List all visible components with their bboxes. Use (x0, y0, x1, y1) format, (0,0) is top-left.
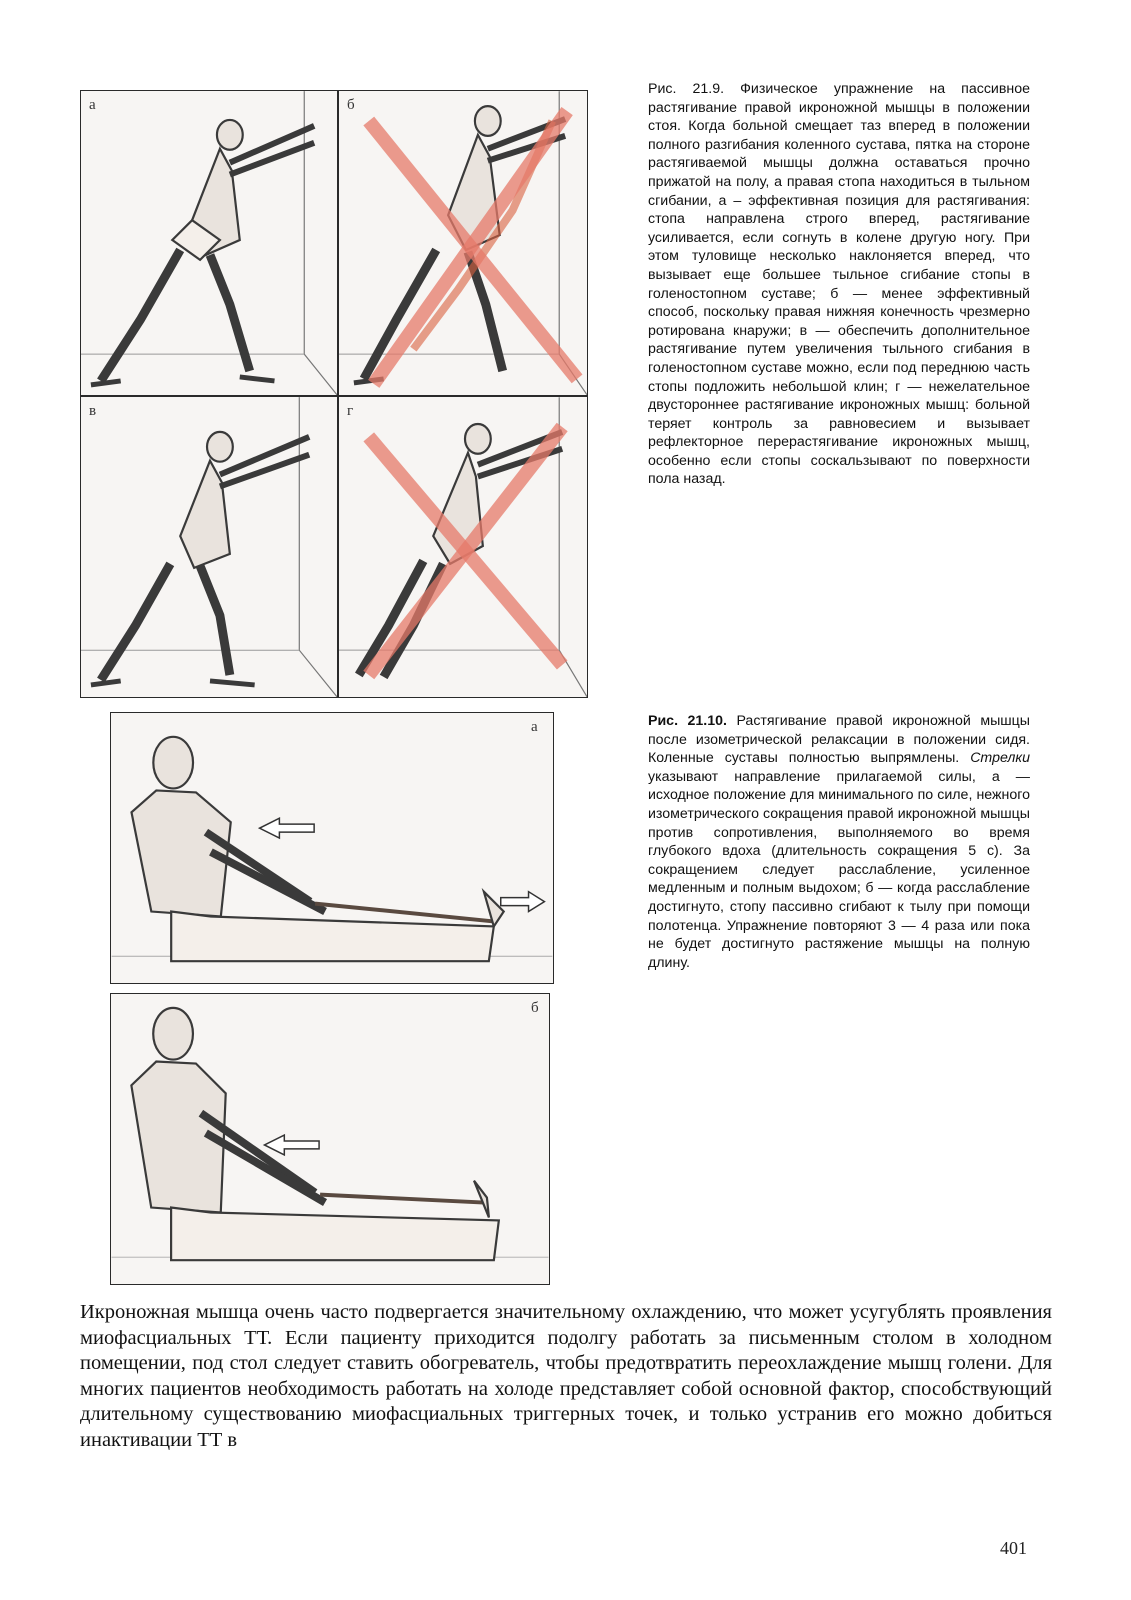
standing-stretch-illustration (81, 91, 337, 395)
body-paragraph: Икроножная мышца очень часто подвергается значительному охлаждению, что может усугублять проявления миофасциальных ТТ. Если пациенту приходится подолгу работать за письменным столом в холодном помещении, под стол следует ставить обогреватель, чтобы предотвратить переохлаждение мышц голени. Для многих пациентов необходимость работать на холоде представляет собой основной фактор, способствующий длительному существованию миофасциальных триггерных точек, и только устранив его можно добиться инактивации ТТ в (80, 1301, 1052, 1451)
arrow-icon (111, 713, 553, 983)
figure-21-10-panel-a (110, 712, 554, 984)
figure-21-9-caption: Рис. 21.9. Физическое упражнение на пассивное растягивание правой икроножной мышцы в положении стоя. Когда больной смещает таз вперед в положении полного разгибания коленного сустава, пятка на стороне растягиваемой мышцы должна оставаться прочно прижатой на полу, а правая стопа находиться в тыльном сгибании, а – эффективная позиция для растягивания: стопа направлена строго вперед, растягивание усиливается, если согнуть в колене другую ногу. При этом туловище несколько наклоняется вперед, что вызывает еще большее тыльное сгибание стопы в голеностопном суставе; б — менее эффективный способ, поскольку правая нижняя конечность чрезмерно ротирована кнаружи; в — обеспечить дополнительное растягивание путем увеличения тыльного сгибания в голеностопном суставе можно, если под переднюю часть стопы подложить небольшой клин; г — нежелательное двустороннее растягивание икроножных мышц: больной теряет контроль за равновесием и вызывает рефлекторное перерастягивание икроножных мышц, особенно если стопы соскальзывают по поверхности пола назад. (648, 81, 1030, 488)
caption-label: Рис. 21.10. (648, 713, 727, 729)
panel-letter-b: б (531, 1000, 539, 1016)
page-number: 401 (1000, 1538, 1027, 1558)
figure-21-9-panel-a (80, 90, 338, 396)
figure-21-10-caption (648, 712, 1030, 972)
figure-21-9-panel-g (338, 396, 588, 698)
standing-stretch-illustration (81, 397, 337, 697)
panel-letter-v: в (89, 403, 97, 419)
panel-letter-a: а (89, 97, 96, 113)
caption-text: указывают направление прилагаемой силы, а — исходное положение для минимального по силе, нежного изометрического сокращения правой икроножной мышцы против сопротивления, выполняемого во время глубокого вдоха (длительность сокращения 5 с). За сокращением следует расслабление, усиленное медленным и полным выдохом; б — когда расслабление достигнуто, стопу пассивно сгибают к тылу при помощи полотенца. Упражнение повторяют 3 — 4 раза или пока не будет достигнуто растяжение мышцы на полную длину. (648, 768, 1030, 971)
cross-out-mark (339, 397, 587, 697)
panel-letter-a: а (531, 719, 538, 735)
caption-emphasis: Стрелки (970, 750, 1030, 767)
figure-21-9-panel-b (338, 90, 588, 396)
panel-letter-g: г (347, 403, 354, 419)
panel-letter-b: б (347, 97, 355, 113)
figure-21-10-panel-b (110, 993, 550, 1285)
cross-out-mark (339, 91, 587, 395)
figure-21-9-panel-v (80, 396, 338, 698)
arrow-icon (111, 994, 549, 1284)
caption-text: Растягивание правой икроножной мышцы после изометрической релаксации в положении сидя. Коленные суставы полностью выпрямлены. (648, 713, 1031, 767)
